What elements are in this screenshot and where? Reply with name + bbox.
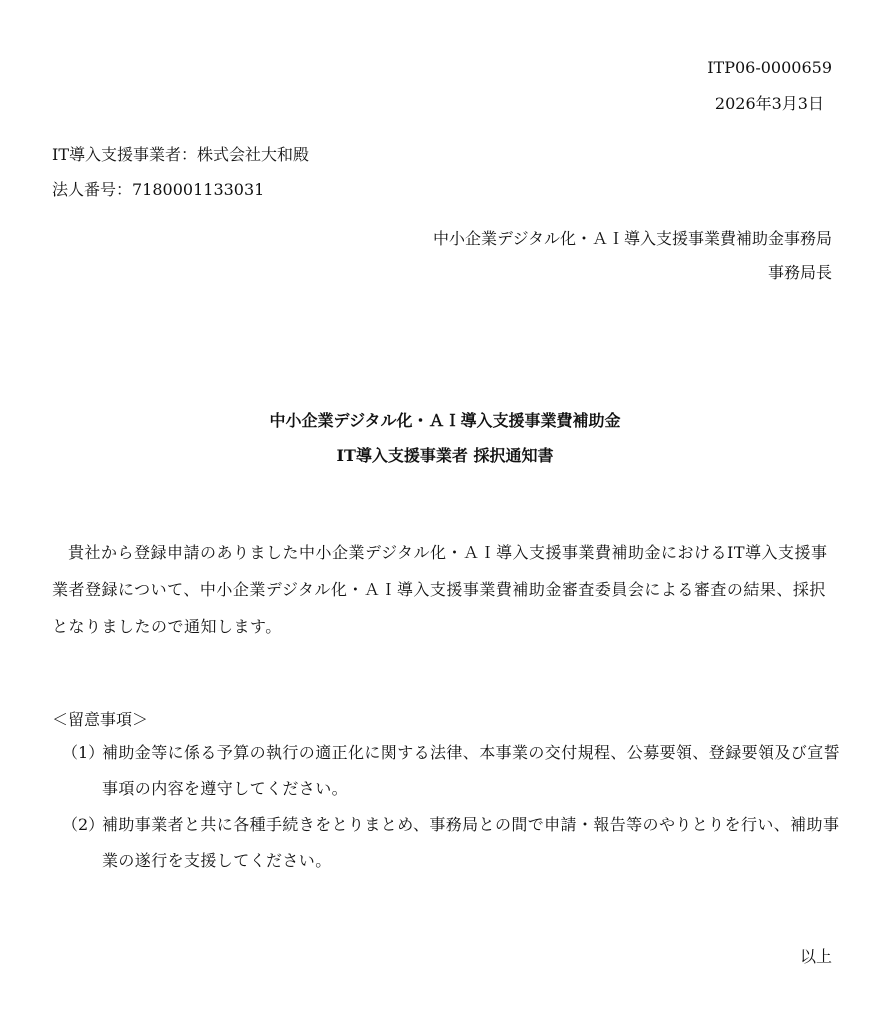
note-item-2 [62,807,842,879]
note-text: 補助事業者と共に各種手続きをとりまとめ、事務局との間で申請・報告等のやりとりを行い、補助事業の遂行を支援してください。 [102,815,840,870]
closing-text: 以上 [799,947,832,966]
recipient-corp-number: 法人番号：7180001133031 [52,180,265,199]
body-paragraph: 貴社から登録申請のありました中小企業デジタル化・ＡＩ導入支援事業費補助金におけるIT導入支援事業者登録について、中小企業デジタル化・ＡＩ導入支援事業費補助金審査委員会による審査の結果、採択となりましたので通知します。 [52,543,828,636]
note-number: （2） [62,815,105,834]
recipient-company: IT導入支援事業者：株式会社大和殿 [52,145,309,164]
notes-heading: ＜留意事項＞ [52,710,149,729]
document-number: ITP06-0000659 [707,58,832,77]
issue-date: 2026年3月3日 [714,94,824,113]
title-line-2: IT導入支援事業者 採択通知書 [336,446,554,465]
title-line-1: 中小企業デジタル化・ＡＩ導入支援事業費補助金 [269,411,621,430]
note-text: 補助金等に係る予算の執行の適正化に関する法律、本事業の交付規程、公募要領、登録要領及び宣誓事項の内容を遵守してください。 [102,743,841,798]
sender-title: 事務局長 [767,263,832,282]
note-number: （1） [62,743,105,762]
sender-organization: 中小企業デジタル化・ＡＩ導入支援事業費補助金事務局 [432,229,832,248]
note-item-1 [62,735,842,807]
